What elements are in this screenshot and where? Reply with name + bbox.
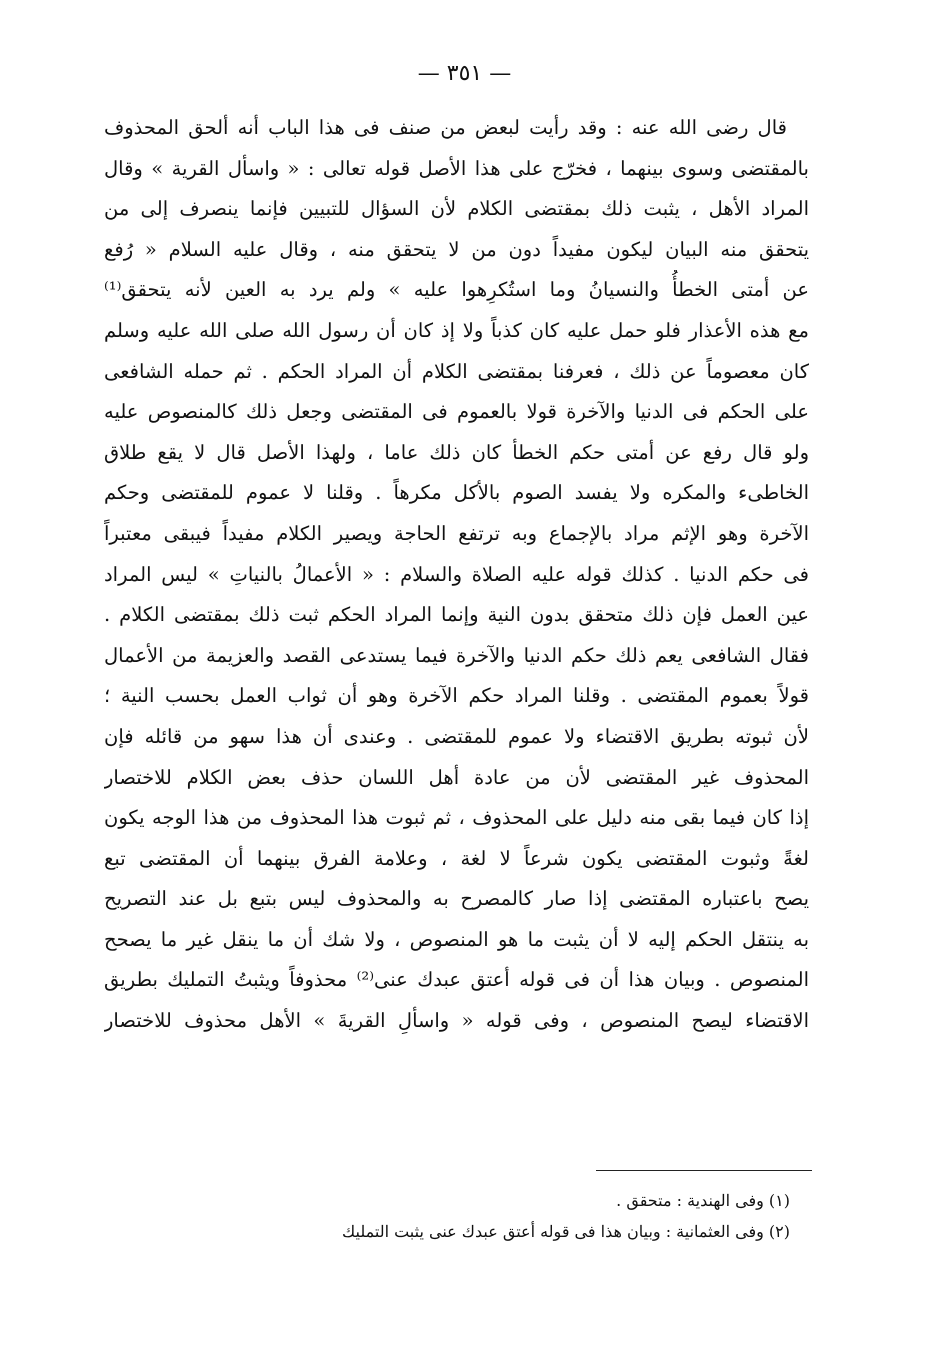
body-text — [104, 108, 809, 1042]
text-line: كان معصوماً عن ذلك ، فعرفنا بمقتضى الكلام أن المراد الحكم . ثم حمله الشافعى — [104, 359, 809, 383]
text-line: لغةً وثبوت المقتضى يكون شرعاً لا لغة ، وعلامة الفرق بينهما أن المقتضى تبع — [104, 846, 809, 870]
text-line: المنصوص . وبيان هذا أن فى قوله أعتق عبدك عنى⁽²⁾ محذوفاً ويثبتُ التمليك بطريق — [104, 968, 809, 992]
text-line: يتحقق منه البيان ليكون مفيداً دون من لا يتحقق منه ، وقال عليه السلام « رُفع — [104, 237, 809, 261]
text-line: الآخرة وهو الإثم مراد بالإجماع وبه ترتفع الحاجة ويصير الكلام مفيداً فيبقى معتبراً — [104, 521, 809, 545]
text-line: المحذوف غير المقتضى لأن من عادة أهل اللسان حذف بعض الكلام للاختصار — [104, 765, 809, 789]
text-line: إذا كان فيما بقى منه دليل على المحذوف ، ثم ثبوت هذا المحذوف من هذا الوجه يكون — [104, 806, 809, 830]
footnotes — [200, 1185, 790, 1247]
text-line: على الحكم فى الدنيا والآخرة قولا بالعموم فى المقتضى وجعل ذلك كالمنصوص عليه — [104, 400, 809, 424]
text-line: لأن ثبوته بطريق الاقتضاء ولا عموم للمقتضى . وعندى أن هذا سهو من قائله فإن — [104, 724, 809, 748]
text-line: قولاً بعموم المقتضى . وقلنا المراد حكم الآخرة وهو أن ثواب العمل بحسب النية ؛ — [104, 684, 809, 708]
text-line: يصح باعتباره المقتضى إذا صار كالمصرح به والمحذوف ليس بتبع بل عند التصريح — [104, 887, 809, 911]
text-line: ولو قال رفع عن أمتى حكم الخطأ كان ذلك عاما ، ولهذا الأصل قال لا يقع طلاق — [104, 440, 809, 464]
footnote: (١) وفى الهندية : متحقق . — [616, 1191, 790, 1210]
text-line: الخاطىء والمكره ولا يفسد الصوم بالأكل مكرهاً . وقلنا لا عموم للمقتضى وحكم — [104, 481, 809, 505]
text-line: عن أمتى الخطأُ والنسيانُ وما استُكرِهوا عليه » ولم يرد به العين لأنه يتحقق⁽¹⁾ — [104, 278, 809, 302]
text-line: فقال الشافعى يعم ذلك حكم الدنيا والآخرة فيما يستدعى القصد والعزيمة من الأعمال — [104, 643, 809, 667]
text-line: بالمقتضى وسوى بينهما ، فخرّج على هذا الأصل قوله تعالى : « واسأل القرية » وقال — [104, 156, 809, 180]
text-line: قال رضى الله عنه : وقد رأيت لبعض من صنف فى هذا الباب أنه ألحق المحذوف — [104, 116, 787, 139]
text-line: فى حكم الدنيا . كذلك قوله عليه الصلاة والسلام : « الأعمالُ بالنياتِ » ليس المراد — [104, 562, 809, 586]
footnote: (٢) وفى العثمانية : وبيان هذا فى قوله أعتق عبدك عنى يثبت التمليك — [342, 1222, 790, 1241]
page-number: — ٣٥١ — — [417, 61, 512, 86]
text-line: عين العمل فإن ذلك متحقق بدون النية وإنما المراد الحكم ثبت ذلك بمقتضى الكلام . — [104, 603, 809, 627]
text-line: به ينتقل الحكم إليه لا أن يثبت ما هو المنصوص ، ولا شك أن ما ينقل غير ما يصحح — [104, 927, 809, 951]
text-line: الاقتضاء ليصح المنصوص ، وفى قوله « واسألِ القريةَ » الأهل محذوف للاختصار — [104, 1009, 809, 1033]
text-line: مع هذه الأعذار فلو حمل عليه كان كذباً ولا إذ كان أن رسول الله صلى الله عليه وسلم — [104, 318, 809, 342]
text-line: المراد الأهل ، يثبت ذلك بمقتضى الكلام لأن السؤال للتبيين فإنما ينصرف إلى من — [104, 197, 809, 221]
footnote-divider — [596, 1170, 812, 1171]
